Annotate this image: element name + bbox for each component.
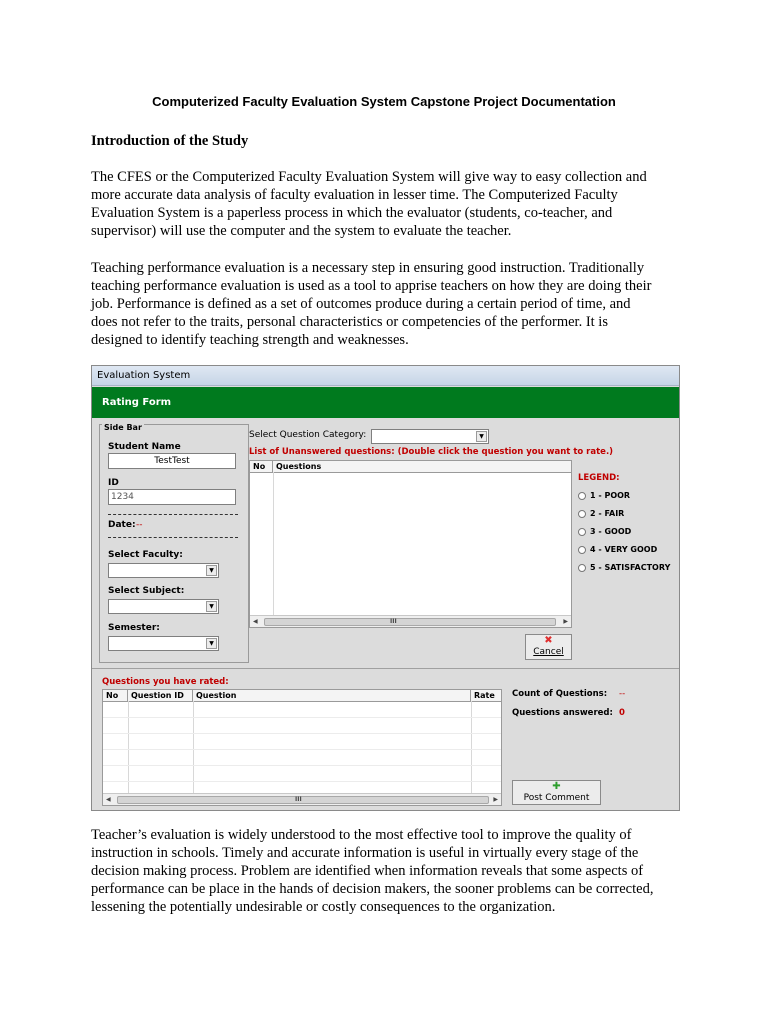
- id-input[interactable]: 1234: [108, 489, 236, 505]
- paragraph-line: supervisor) will use the computer and the system to evaluate the teacher.: [91, 223, 512, 239]
- rating-option-4[interactable]: [578, 545, 657, 554]
- radio-button[interactable]: [578, 528, 586, 536]
- divider-dashes: [108, 537, 238, 538]
- rating-option-1[interactable]: [578, 491, 630, 500]
- grid-header: [103, 690, 501, 702]
- semester-select[interactable]: [108, 636, 219, 651]
- scroll-right-icon[interactable]: ▶: [493, 796, 498, 803]
- column-header-no: No: [250, 461, 273, 472]
- paragraph-line: instruction in schools. Timely and accurate information is useful in virtually every stage of the: [91, 845, 639, 861]
- paragraph-3: [91, 826, 681, 916]
- rating-option-3[interactable]: [578, 527, 631, 536]
- paragraph-line: The CFES or the Computerized Faculty Evaluation System will give way to easy collection and: [91, 169, 647, 185]
- radio-button[interactable]: [578, 546, 586, 554]
- rating-option-label: 1 - POOR: [590, 491, 631, 500]
- rating-option-label: 5 - SATISFACTORY: [590, 563, 671, 572]
- paragraph-line: Teacher’s evaluation is widely understood to the most effective tool to improve the quality of: [91, 827, 632, 843]
- rating-option-label: 3 - GOOD: [590, 527, 632, 536]
- paragraph-2: [91, 259, 681, 349]
- unanswered-questions-grid[interactable]: [249, 460, 572, 628]
- column-header-questions: Questions: [276, 462, 322, 471]
- radio-button[interactable]: [578, 564, 586, 572]
- divider-dashes: [108, 514, 238, 515]
- paragraph-line: performance can be place in the hands of decision makers, the sooner problems can be corrected,: [91, 881, 654, 897]
- grid-header: [250, 461, 571, 473]
- paragraph-line: does not refer to the traits, personal characteristics or competencies of the performer. It is: [91, 314, 608, 330]
- post-comment-button[interactable]: [512, 780, 601, 805]
- rating-option-label: 2 - FAIR: [590, 509, 625, 518]
- scroll-thumb[interactable]: [264, 618, 556, 626]
- scroll-left-icon[interactable]: ◀: [253, 618, 258, 625]
- rated-label: Questions you have rated:: [102, 677, 229, 687]
- category-select[interactable]: [371, 429, 489, 444]
- paragraph-line: job. Performance is defined as a set of outcomes produce during a certain period of time, and: [91, 296, 631, 312]
- date-label: Date:: [108, 520, 136, 530]
- scroll-thumb[interactable]: [117, 796, 489, 804]
- faculty-select[interactable]: [108, 563, 219, 578]
- section-divider: [92, 668, 679, 669]
- paragraph-line: Teaching performance evaluation is a necessary step in ensuring good instruction. Traditionally: [91, 260, 645, 276]
- scroll-grip: III: [390, 618, 397, 625]
- horizontal-scrollbar[interactable]: [250, 615, 571, 627]
- chevron-down-icon[interactable]: ▼: [206, 601, 217, 612]
- paragraph-line: Evaluation System is a paperless process in which the evaluator (students, co-teacher, and: [91, 205, 613, 221]
- count-label: Count of Questions:: [512, 689, 608, 699]
- chevron-down-icon[interactable]: ▼: [206, 565, 217, 576]
- column-header-no: No: [103, 690, 128, 701]
- paragraph-1: [91, 168, 681, 240]
- answered-label: Questions answered:: [512, 708, 613, 718]
- scroll-left-icon[interactable]: ◀: [106, 796, 111, 803]
- grid-line: [273, 472, 274, 616]
- rated-questions-grid[interactable]: [102, 689, 502, 806]
- grid-row-line: [103, 749, 501, 750]
- chevron-down-icon[interactable]: ▼: [206, 638, 217, 649]
- post-comment-label: Post Comment: [523, 793, 590, 803]
- paragraph-line: more accurate data analysis of faculty evaluation in lesser time. The Computerized Faculty: [91, 187, 618, 203]
- faculty-label: Select Faculty:: [108, 550, 183, 560]
- plus-icon: ✚: [552, 781, 561, 792]
- student-name-label: Student Name: [108, 442, 181, 452]
- rating-form-header: Rating Form: [92, 387, 679, 418]
- legend-title: LEGEND:: [578, 473, 620, 483]
- rating-option-5[interactable]: [578, 563, 670, 572]
- cancel-button[interactable]: [525, 634, 572, 660]
- category-label: Select Question Category:: [249, 430, 367, 440]
- grid-row-line: [103, 717, 501, 718]
- chevron-down-icon[interactable]: ▼: [476, 431, 487, 442]
- student-name-input[interactable]: TestTest: [108, 453, 236, 469]
- rating-option-label: 4 - VERY GOOD: [590, 545, 658, 554]
- column-header-question-id: Question ID: [128, 690, 193, 701]
- close-icon: ✖: [544, 635, 553, 646]
- scroll-grip: III: [295, 796, 302, 803]
- subject-label: Select Subject:: [108, 586, 185, 596]
- paragraph-line: lessening the potentially undesirable or costly consequences to the organization.: [91, 899, 556, 915]
- radio-button[interactable]: [578, 492, 586, 500]
- paragraph-line: teaching performance evaluation is used as a tool to apprise teachers on how they are doing their: [91, 278, 652, 294]
- rating-option-2[interactable]: [578, 509, 624, 518]
- id-label: ID: [108, 478, 119, 488]
- unanswered-label: List of Unanswered questions: (Double click the question you want to rate.): [249, 447, 614, 457]
- section-heading: Introduction of the Study: [91, 133, 249, 149]
- sidebar-group-label: Side Bar: [104, 423, 142, 432]
- paragraph-line: decision making process. Problem are identified when information reveals that some aspects of: [91, 863, 644, 879]
- column-header-question: Question: [193, 690, 471, 701]
- horizontal-scrollbar[interactable]: [103, 793, 501, 805]
- grid-row-line: [103, 733, 501, 734]
- scroll-right-icon[interactable]: ▶: [563, 618, 568, 625]
- cancel-button-label: Cancel: [533, 647, 564, 657]
- column-header-rate: Rate: [474, 691, 495, 700]
- grid-row-line: [103, 781, 501, 782]
- window-titlebar: Evaluation System: [92, 366, 679, 386]
- count-value: --: [619, 689, 626, 699]
- grid-row-line: [103, 765, 501, 766]
- semester-label: Semester:: [108, 623, 160, 633]
- document-title: Computerized Faculty Evaluation System Capstone Project Documentation: [152, 94, 616, 109]
- paragraph-line: designed to identify teaching strength and weaknesses.: [91, 332, 409, 348]
- subject-select[interactable]: [108, 599, 219, 614]
- date-value: --: [136, 520, 143, 530]
- evaluation-window: [91, 365, 680, 811]
- radio-button[interactable]: [578, 510, 586, 518]
- answered-value: 0: [619, 708, 625, 718]
